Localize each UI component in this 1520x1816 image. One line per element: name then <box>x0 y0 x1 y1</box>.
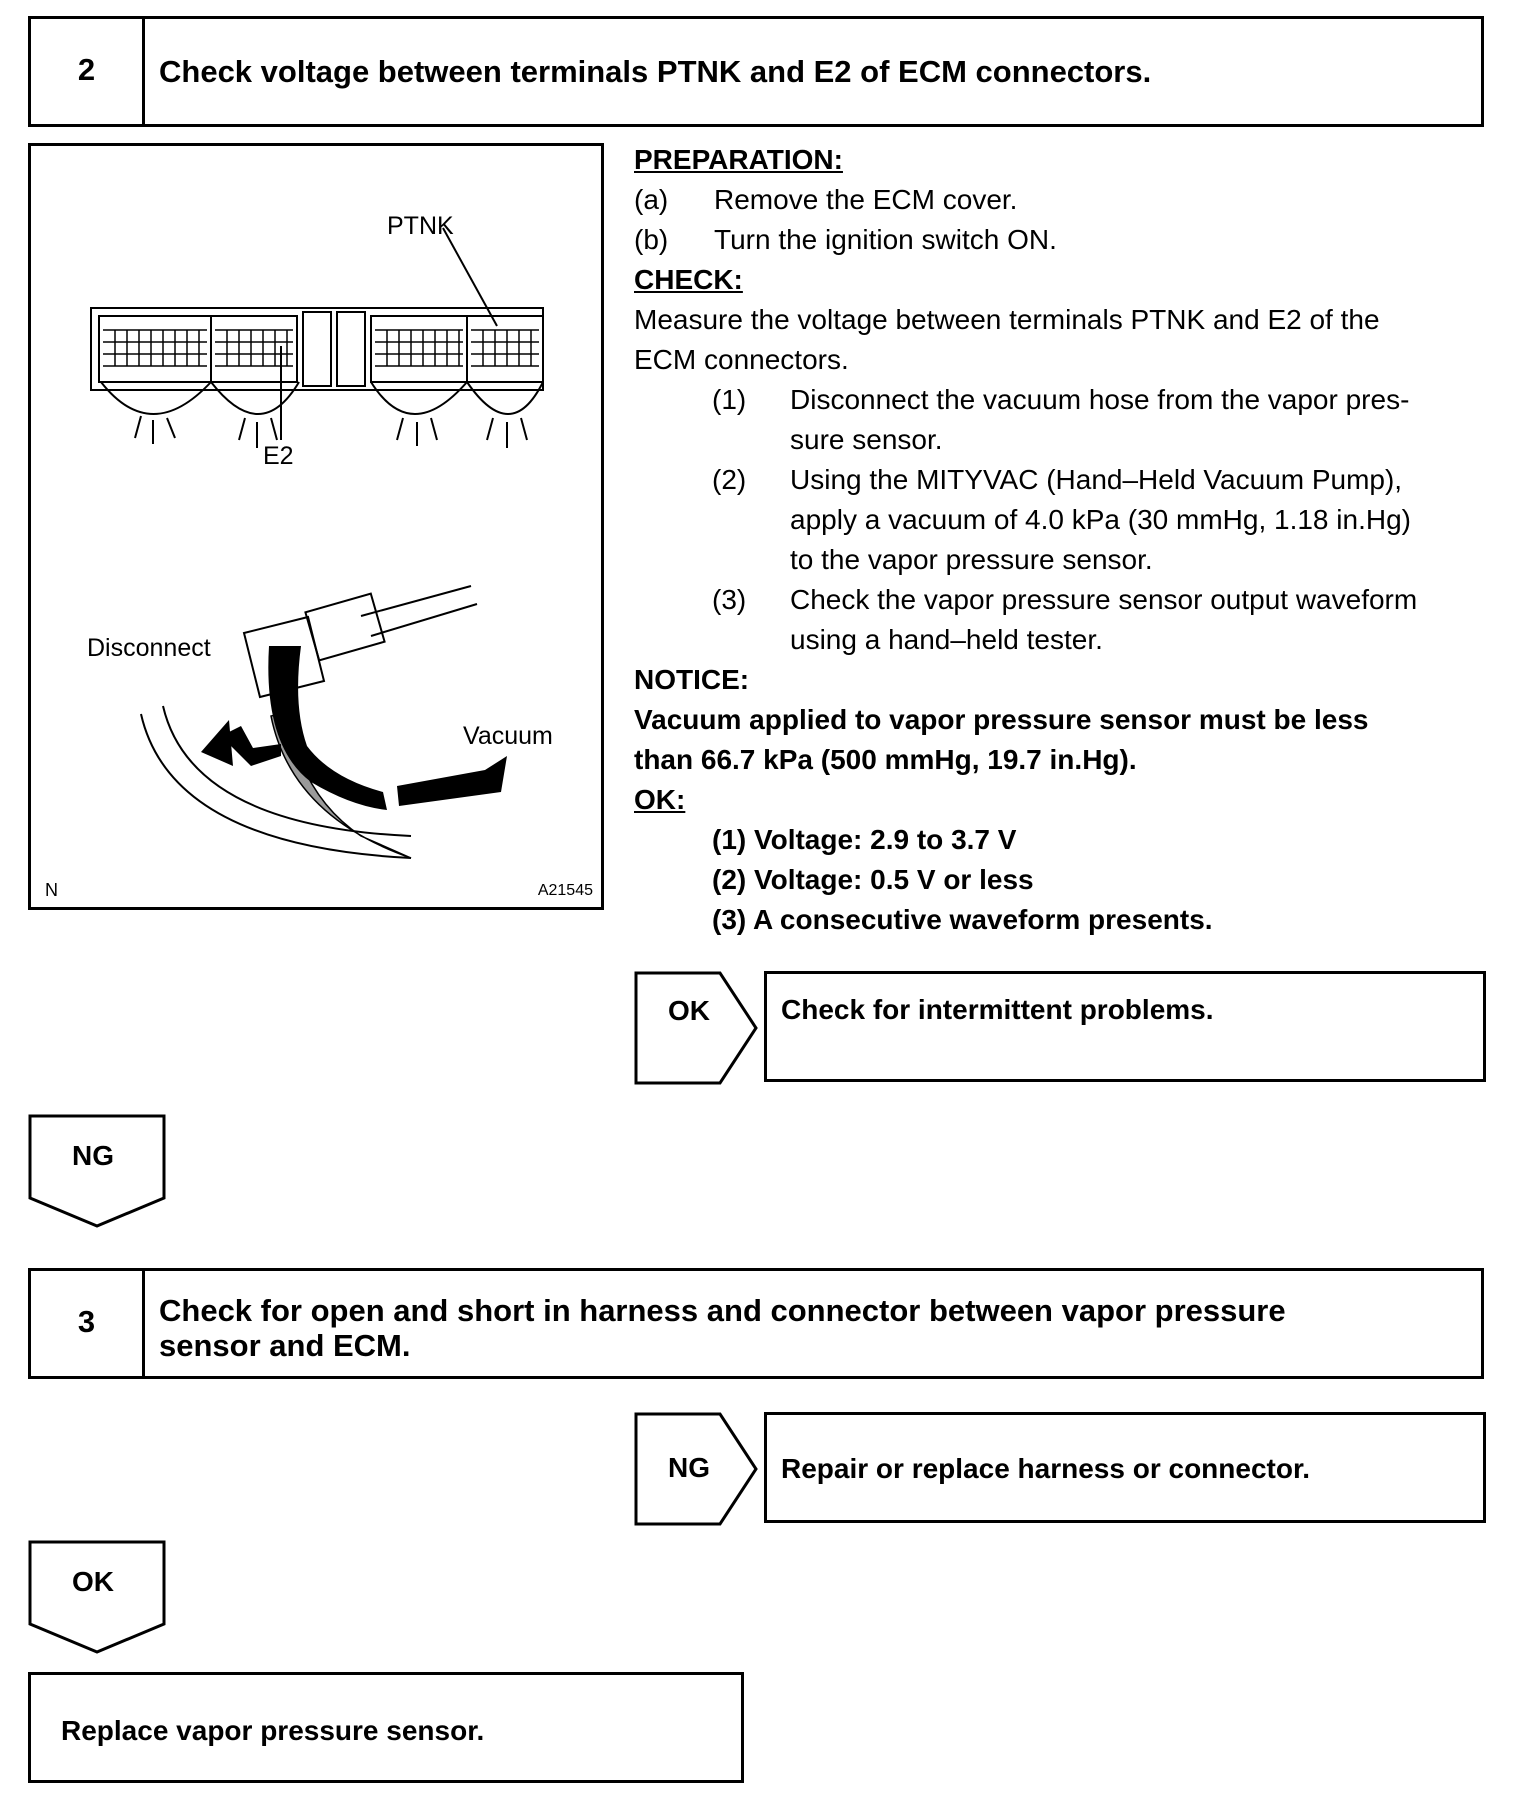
corner-mark: N <box>45 880 58 900</box>
step-line: using a hand–held tester. <box>790 624 1103 655</box>
notice-heading: NOTICE: <box>634 664 750 695</box>
diagram-figure <box>28 143 604 910</box>
repair-result-box <box>764 1412 1486 1523</box>
step-number: 2 <box>31 19 145 124</box>
ok-item: (1) Voltage: 2.9 to 3.7 V <box>712 824 1017 855</box>
ok-arrow-tag <box>634 971 760 1085</box>
check-step <box>634 580 1486 660</box>
intermittent-result-box <box>764 971 1486 1082</box>
e2-label: E2 <box>263 442 294 470</box>
check-heading: CHECK: <box>634 264 743 295</box>
check-step <box>634 380 1486 460</box>
step-number: 3 <box>31 1271 145 1376</box>
step-title: Check voltage between terminals PTNK and E2 of ECM connectors. <box>159 54 1152 89</box>
step-3-header <box>28 1268 1484 1379</box>
preparation-item <box>634 220 1486 260</box>
result-text: Check for intermittent problems. <box>781 994 1214 1025</box>
ecm-connector-illustration <box>31 146 601 907</box>
preparation-heading: PREPARATION: <box>634 144 843 175</box>
step-title-line: sensor and ECM. <box>159 1328 411 1363</box>
figure-id: A21545 <box>537 882 593 899</box>
check-line: Measure the voltage between terminals PTNK and E2 of the <box>634 304 1380 335</box>
ng-label: NG <box>72 1140 114 1171</box>
item-label: (a) <box>634 184 669 215</box>
ng-down-tag <box>28 1114 168 1230</box>
ng-label: NG <box>668 1452 710 1483</box>
step-line: sure sensor. <box>790 424 943 455</box>
item-text: Remove the ECM cover. <box>714 184 1018 215</box>
check-line: ECM connectors. <box>634 344 849 375</box>
item-text: Turn the ignition switch ON. <box>714 224 1057 255</box>
step-line: Check the vapor pressure sensor output waveform <box>790 584 1418 615</box>
step-title-line: Check for open and short in harness and connector between vapor pressure <box>159 1293 1286 1328</box>
vacuum-label: Vacuum <box>463 722 553 750</box>
ok-label: OK <box>668 995 710 1026</box>
step-line: to the vapor pressure sensor. <box>790 544 1153 575</box>
step-label: (1) <box>712 384 747 415</box>
step-label: (3) <box>712 584 747 615</box>
step-line: Disconnect the vacuum hose from the vapor pres- <box>790 384 1410 415</box>
item-label: (b) <box>634 224 669 255</box>
step-title <box>159 1293 1467 1363</box>
ok-item: (3) A consecutive waveform presents. <box>712 904 1213 935</box>
preparation-item <box>634 180 1486 220</box>
result-text: Replace vapor pressure sensor. <box>61 1715 485 1746</box>
procedure-text <box>634 140 1486 940</box>
ptnk-label: PTNK <box>387 212 454 240</box>
step-label: (2) <box>712 464 747 495</box>
ok-down-tag <box>28 1540 168 1656</box>
ok-item: (2) Voltage: 0.5 V or less <box>712 864 1034 895</box>
step-line: Using the MITYVAC (Hand–Held Vacuum Pump), <box>790 464 1403 495</box>
check-step <box>634 460 1486 580</box>
step-line: apply a vacuum of 4.0 kPa (30 mmHg, 1.18 in.Hg) <box>790 504 1411 535</box>
disconnect-label: Disconnect <box>87 634 211 662</box>
ok-heading: OK: <box>634 784 686 815</box>
notice-line: than 66.7 kPa (500 mmHg, 19.7 in.Hg). <box>634 744 1137 775</box>
step-2-header <box>28 16 1484 127</box>
result-text: Repair or replace harness or connector. <box>781 1453 1311 1484</box>
final-result-box <box>28 1672 744 1783</box>
ok-label: OK <box>72 1566 114 1597</box>
notice-line: Vacuum applied to vapor pressure sensor must be less <box>634 704 1369 735</box>
